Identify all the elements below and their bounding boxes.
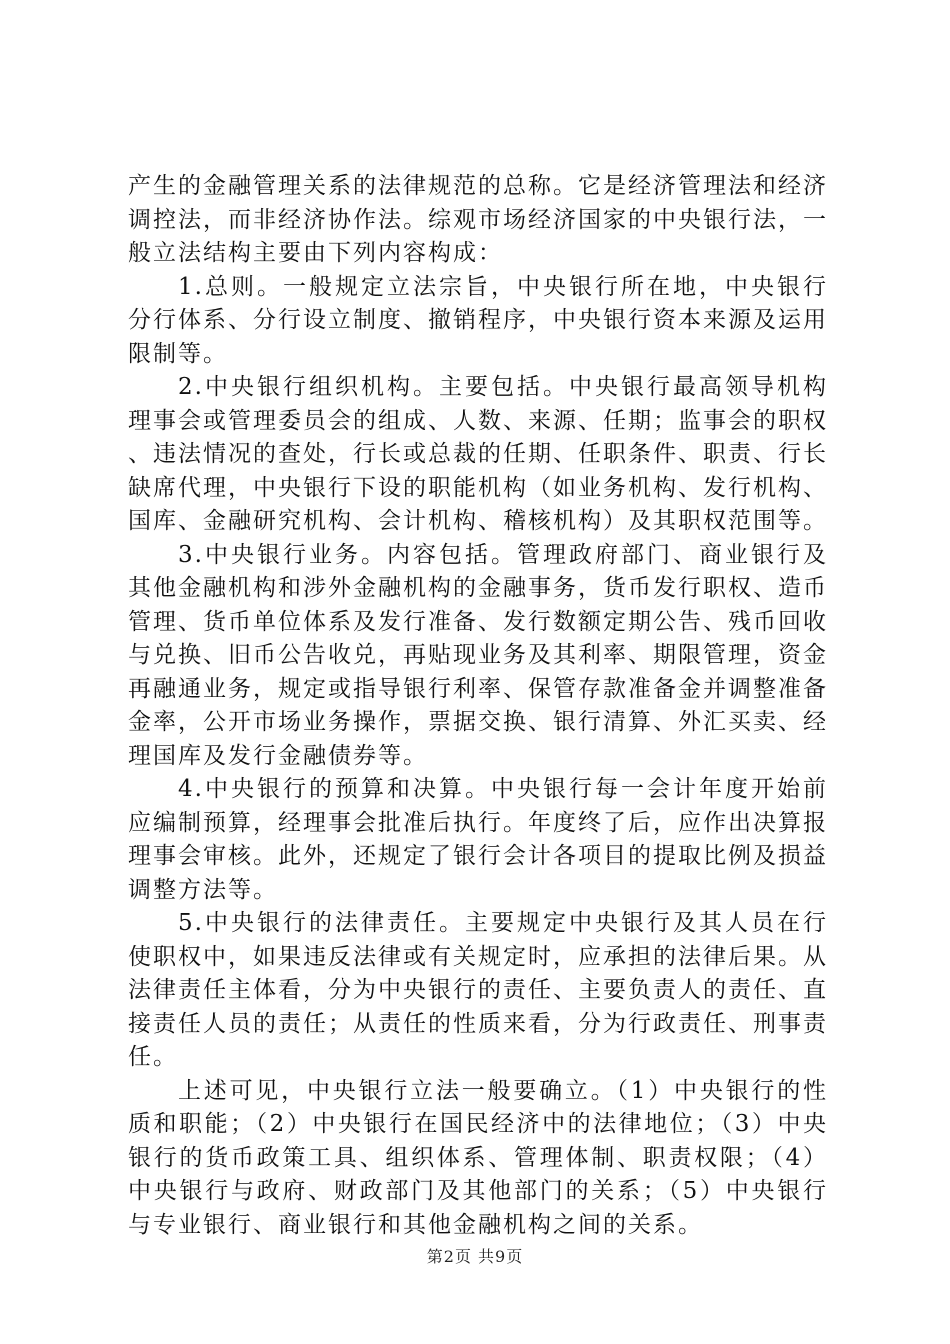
paragraph-summary: 上述可见，中央银行立法一般要确立。（1）中央银行的性质和职能；（2）中央银行在国民经济中的法律地位；（3）中央银行的货币政策工具、组织体系、管理体制、职责权限；（4）中央银行与政府、财政部门及其他部门的关系；（5）中央银行与专业银行、商业银行和其他金融机构之间的关系。 bbox=[128, 1077, 828, 1238]
paragraph-continuation: 产生的金融管理关系的法律规范的总称。它是经济管理法和经济调控法，而非经济协作法。综观市场经济国家的中央银行法，一般立法结构主要由下列内容构成： bbox=[128, 173, 828, 266]
paragraph-organization: 2.中央银行组织机构。主要包括。中央银行最高领导机构理事会或管理委员会的组成、人数、来源、任期；监事会的职权、违法情况的查处，行长或总裁的任期、任职条件、职责、行长缺席代理，中央银行下设的职能机构（如业务机构、发行机构、国库、金融研究机构、会计机构、稽核机构）及其职权范围等。 bbox=[128, 374, 828, 534]
document-body bbox=[128, 170, 828, 1242]
paragraph-business: 3.中央银行业务。内容包括。管理政府部门、商业银行及其他金融机构和涉外金融机构的金融事务，货币发行职权、造币管理、货币单位体系及发行准备、发行数额定期公告、残币回收与兑换、旧币公告收兑，再贴现业务及其利率、期限管理，资金再融通业务，规定或指导银行利率、保管存款准备金并调整准备金率，公开市场业务操作，票据交换、银行清算、外汇买卖、经理国库及发行金融债券等。 bbox=[128, 541, 828, 769]
page-number: 第2页 共9页 bbox=[426, 1247, 524, 1266]
paragraph-budget: 4.中央银行的预算和决算。中央银行每一会计年度开始前应编制预算，经理事会批准后执行。年度终了后，应作出决算报理事会审核。此外，还规定了银行会计各项目的提取比例及损益调整方法等。 bbox=[128, 776, 828, 903]
paragraph-legal-liability: 5.中央银行的法律责任。主要规定中央银行及其人员在行使职权中，如果违反法律或有关规定时，应承担的法律后果。从法律责任主体看，分为中央银行的责任、主要负责人的责任、直接责任人员的责任；从责任的性质来看，分为行政责任、刑事责任。 bbox=[128, 910, 828, 1070]
paragraph-general-provisions: 1.总则。一般规定立法宗旨，中央银行所在地，中央银行分行体系、分行设立制度、撤销程序，中央银行资本来源及运用限制等。 bbox=[128, 273, 828, 367]
